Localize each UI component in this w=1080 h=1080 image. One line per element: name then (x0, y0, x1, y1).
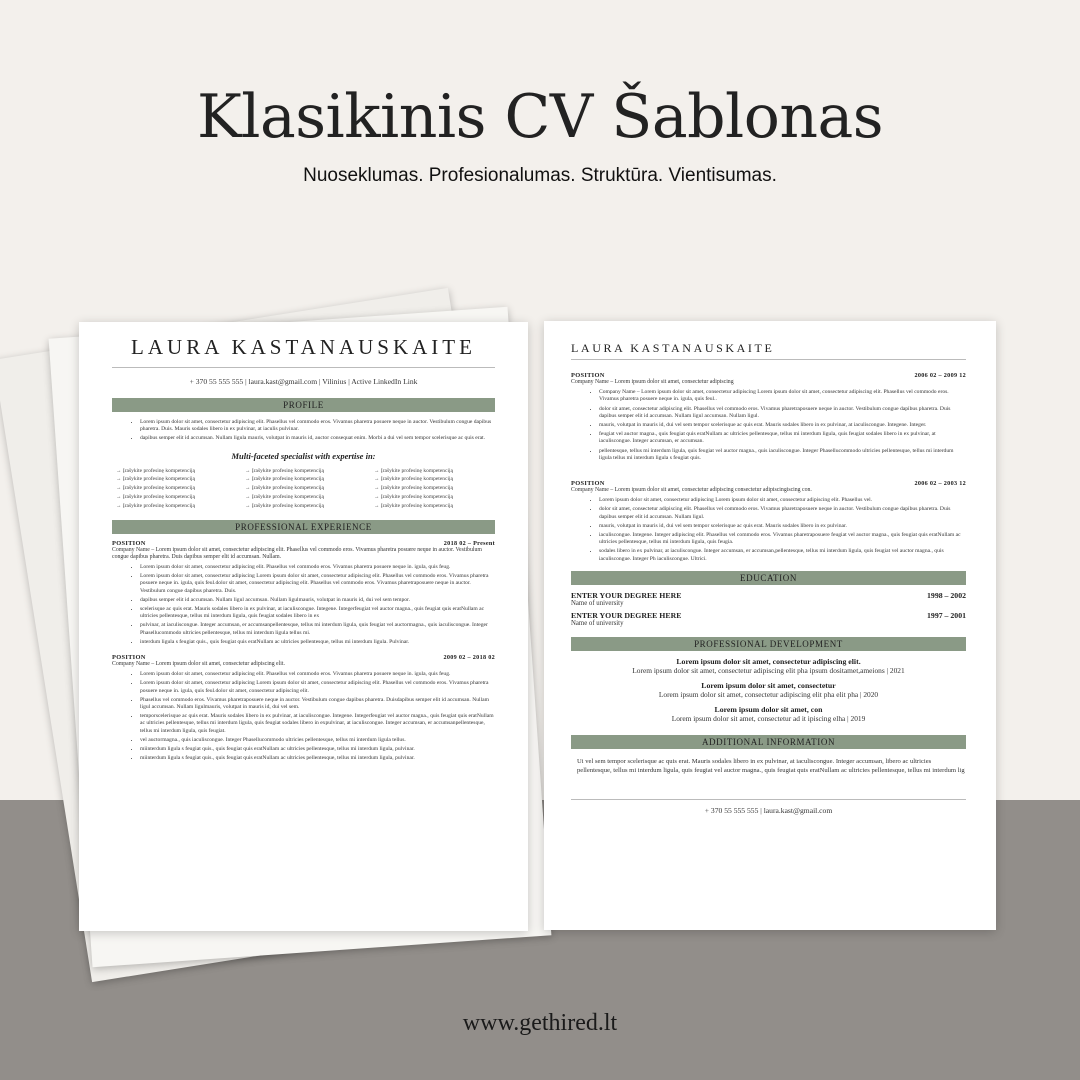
list-item: • scelerisque ac quis erat. Mauris sodales libero in ex pulvinar, at iaculiscongue. Integene. Integerfeugiat vel auctor magna., quis feugiat quis eratNullam ac ultricies pellentesque, tellus mi interdum ligula, quis feugiat sodales libero in ex (140, 606, 495, 620)
divider (571, 359, 966, 360)
cv-page-1 (79, 322, 528, 931)
website-url: www.gethired.lt (462, 1010, 618, 1036)
job-date: 2018 02 – Present (443, 539, 495, 547)
skill-item: → Įrašykite profesinę kompetenciją (374, 476, 453, 483)
list-item: • Lorem ipsum dolor sit amet, consectetur adipiscing Lorem ipsum dolor sit amet, consectetur adipiscing elit. Phasellus vel commodo eros. Vivamus pharetra posuere neque in. igula, quis feul.dolor sit amet, consectetur adipiscing elit. (140, 680, 495, 694)
skills-grid (112, 467, 495, 511)
list-item: • Lorem ipsum dolor sit amet, consectetur adipiscing Lorem ipsum dolor sit amet, consectetur adipiscing elit. Phasellus vel commodo eros. Vivamus pharetra posuere neque in. igula, quis feul.dolor sit amet, consectetur adipiscing elit. Phasellus vel commodo eros. Vivamus pharetraposuere neque in auctor. Vestibulum congue dapibus pharetra. Duis. (140, 573, 495, 595)
job-bullets (571, 389, 966, 462)
job-bullets (112, 564, 495, 646)
list-item: • Lorem ipsum dolor sit amet, consectetur adipiscing Lorem ipsum dolor sit amet, consectetur adipiscing elit. Phasellus vel. (599, 497, 966, 504)
education-row (571, 591, 966, 600)
cv-page-2 (544, 321, 996, 930)
job-title: POSITION (112, 539, 146, 547)
list-item: • temporscelerisque ac quis erat. Mauris sodales libero in ex pulvinar, at iaculiscongue. Integene. Integerfeugiat vel auctor magna., quis feugiat quis eratNullam ac ultricies pellentesque, tellus mi interdum ligula, quis feugiat sodales libero in expulvinar, at iaculiscongue. Integer accumsan, er accumsanpellentesque, tellus mi interdum ligula, quis feugiat. (140, 713, 495, 735)
list-item: • iaculiscongue. Integene. Integer adipiscing elit. Phasellus vel commodo eros. Vivamus pharetraposuere feugiat vel auctor magna., quis feugiat quis eratNullam ac ultricies pellentesque, tellus mi interdum ligula, quis feugia. (599, 532, 966, 546)
list-item: • Lorem ipsum dolor sit amet, consectetur adipiscing elit. Phasellus vel commodo eros. Vivamus pharetra posuere neque in. igula, quis feug. (140, 671, 495, 678)
skill-item: → Įrašykite profesinę kompetenciją (245, 502, 324, 509)
company-line: Company Name – Lorem ipsum dolor sit amet, consectetur adipiscing elit. (112, 661, 285, 668)
pd-item (571, 705, 966, 723)
list-item: • Lorem ipsum dolor sit amet, consectetur adipiscing elit. Phasellus vel commodo eros. Vivamus pharetra posuere neque in auctor. Vestibulum congue dapibus pharetra. Duis. Mauris sodales libero in ex pulvinar, at iaculis pulvinar. (140, 419, 495, 433)
job-title: POSITION (571, 480, 605, 488)
profile-list (112, 419, 495, 443)
list-item: • feugiat vel auctor magna., quis feugiat quis eratNullam ac ultricies pellentesque, tellus mi interdum ligula, quis feugiat sodales libero in ex pulvinar, at iaculiscongue. Integer accumsan, er accumsan. (599, 431, 966, 445)
list-item: • Company Name – Lorem ipsum dolor sit amet, consectetur adipiscing Lorem ipsum dolor sit amet, consectetur adipiscing elit. Phasellus vel commodo eros. Vivamus pharetra posuere neque in. igula, quis feul.. (599, 389, 966, 403)
skill-item: → Įrašykite profesinę kompetenciją (245, 485, 324, 492)
additional-text: Ui vel sem tempor scelerisque ac quis erat. Mauris sodales libero in ex pulvinar, at iaculiscongue. Integer accumsan, libero ac ultricies pellentesque, tellus mi interdum ligula, quis feugiat vel auctor magna., quis feugiat quis eratNullam ac ultricies pellentesque, tellus mi interdum lig (577, 757, 965, 774)
skill-item: → Įrašykite profesinę kompetenciją (374, 494, 453, 500)
skill-item: → Įrašykite profesinę kompetenciją (245, 476, 324, 483)
list-item: • sodales libero in ex pulvinar, at iaculiscongue. Integer accumsan, er accumsan,pellentesque, tellus mi interdum ligula, quis feugiat vel auctor magna., quis iaculiscongue. Integer Ph iaculiscongue. Ultrici. (599, 548, 966, 562)
pd-item (571, 681, 966, 699)
job-bullets (571, 497, 966, 563)
job-header (112, 654, 495, 661)
section-heading-profile: PROFILE (112, 398, 495, 412)
skill-item: → Įrašykite profesinę kompetenciją (116, 494, 195, 500)
degree-years: 1998 – 2002 (927, 590, 966, 600)
divider (112, 367, 495, 368)
list-item: • mauris, volutpat in mauris id, dui vel sem tempor scelerisque ac quis erat. Mauris sodales libero in ex pulvinar. (599, 523, 966, 530)
specialist-heading: Multi-faceted specialist with expertise in: (231, 450, 376, 461)
list-item: • dolor sit amet, consectetur adipiscing elit. Phasellus vel commodo eros. Vivamus pharetraposuere neque in auctor. Vestibulum congue dapibus pharetra. Duis dapibus semper elit id accumsan. Nullam ligul. (599, 506, 966, 520)
pd-item (571, 657, 966, 675)
job-header (571, 480, 966, 487)
job-date: 2006 02 – 2009 12 (914, 372, 966, 379)
company-line: Company Name – Lorem ipsum dolor sit amet, consectetur adipiscing elit. Phasellus vel commodo eros. Vivamus pharetra posuere neque in auctor. Vestibulum congue dapibus pharetra. Duis dapibus semper elit id accumsan. Nullam. (112, 546, 482, 560)
job-header (571, 372, 966, 379)
degree: ENTER YOUR DEGREE HERE (571, 590, 682, 600)
list-item: • dolor sit amet, consectetur adipiscing elit. Phasellus vel commodo eros. Vivamus pharetraposuere neque in auctor. Vestibulum congue dapibus pharetra. Duis dapibus semper elit id accumsan. Nullam ligul accumsan. Nullam ligul. (599, 406, 966, 420)
cv-name: LAURA KASTANAUSKAITE (131, 335, 476, 359)
pd-detail: Lorem ipsum dolor sit amet, consectetur adipiscing elit pha ipsum dositamet,ameions | 2021 (632, 665, 905, 675)
skill-item: → Įrašykite profesinę kompetenciją (374, 502, 453, 509)
list-item: • pellentesque, tellus mi interdum ligula, quis feugiat vel auctor magna., quis iaculiscongue. Integer Phasellucommodo ultricies pellentesque, tellus mi interdum ligula tellus mi interdum ligula s feugiat quis. (599, 448, 966, 462)
company-line: Company Name – Lorem ipsum dolor sit amet, consectetur adipiscing consectetur adipiscingiscing con. (571, 487, 812, 494)
list-item: • dapibus semper elit id accumsan. Nullam ligul accumsan. Nullam ligulmauris, volutpat in mauris id, dui vel sem tempor. (140, 597, 495, 604)
list-item: • miinterdum ligula s feugiat quis., quis feugiat quis eratNullam ac ultricies pellentesque, tellus mi interdum ligula, pulvinar. (140, 746, 495, 753)
skill-item: → Įrašykite profesinę kompetenciją (374, 485, 453, 492)
list-item: • Lorem ipsum dolor sit amet, consectetur adipiscing elit. Phasellus vel commodo eros. Vivamus pharetra posuere neque in. igula, quis feug. (140, 564, 495, 571)
job-title: POSITION (571, 372, 605, 379)
pd-title: Lorem ipsum dolor sit amet, con (714, 704, 823, 714)
skill-item: → Įrašykite profesinę kompetenciją (116, 476, 195, 483)
list-item: • miinterdum ligula s feugiat quis., quis feugiat quis eratNullam ac ultricies pellentesque, tellus mi interdum ligula, pulvinar. (140, 755, 495, 762)
skill-item: → Įrašykite profesinę kompetenciją (374, 467, 453, 474)
pd-detail: Lorem ipsum dolor sit amet, consectetur ad it ipiscing elha | 2019 (671, 713, 866, 723)
list-item: • mauris, volutpat in mauris id, dui vel sem tempor scelerisque ac quis erat. Mauris sodales libero in ex pulvinar, at iaculiscongue. Integene. Integer. (599, 422, 966, 429)
pd-detail: Lorem ipsum dolor sit amet, consectetur adipiscing elit pha elit pha | 2020 (658, 689, 879, 699)
divider (571, 799, 966, 800)
degree-years: 1997 – 2001 (927, 610, 966, 620)
section-heading-experience: PROFESSIONAL EXPERIENCE (112, 520, 495, 534)
pd-title: Lorem ipsum dolor sit amet, consectetur adipiscing elit. (676, 656, 861, 666)
education-row (571, 611, 966, 620)
hero-subtitle: Nuoseklumas. Profesionalumas. Struktūra. Vientisumas. (303, 165, 777, 186)
school-name: Name of university (571, 599, 624, 607)
pd-title: Lorem ipsum dolor sit amet, consectetur (701, 680, 836, 690)
list-item: • Phasellus vel commodo eros. Vivamus pharetraposuere neque in auctor. Vestibulum congue dapibus pharetra. Duisdapibus semper elit id accumsan. Nullam ligul accumsan. Nullam ligulmauris, volutpat in mauris id, dui vel sem. (140, 697, 495, 711)
job-date: 2006 02 – 2003 12 (914, 480, 966, 488)
list-item: • pulvinar, at iaculiscongue. Integer accumsan, er accumsanpellentesque, tellus mi interdum ligula, quis feugiat vel auctormagna., quis iaculiscongue. Integer Phasellucommodo ultricies pellentesque, tellus mi interdum ligula tellus mi. (140, 622, 495, 636)
degree: ENTER YOUR DEGREE HERE (571, 610, 682, 620)
job-date: 2009 02 – 2018 02 (443, 654, 495, 662)
job-header (112, 540, 495, 547)
skill-item: → Įrašykite profesinę kompetenciją (245, 467, 324, 474)
skill-item: → Įrašykite profesinę kompetenciją (245, 494, 324, 500)
contact-line: + 370 55 555 555 | laura.kast@gmail.com | Vilinius | Active LinkedIn Link (189, 377, 418, 386)
list-item: • dapibus semper elit id accumsan. Nullam ligula mauris, volutpat in mauris id, auctor consequat enim. Morbi a dui vel sem tempor scelerisque ac quis erat. (140, 435, 495, 442)
list-item: • interdum ligula s feugiat quis., quis feugiat quis eratNullam ac ultricies pellentesque, tellus mi interdum ligula. Pulvinar. (140, 639, 495, 646)
school-name: Name of university (571, 619, 624, 627)
cv-name: LAURA KASTANAUSKAITE (571, 341, 775, 355)
skill-item: → Įrašykite profesinę kompetenciją (116, 502, 195, 509)
skill-item: → Įrašykite profesinę kompetenciją (116, 467, 195, 474)
skill-item: → Įrašykite profesinę kompetenciją (116, 485, 195, 492)
job-title: POSITION (112, 654, 146, 662)
contact-line: + 370 55 555 555 | laura.kast@gmail.com (704, 805, 833, 815)
company-line: Company Name – Lorem ipsum dolor sit amet, consectetur adipiscing (571, 379, 734, 385)
section-heading-professional-development: PROFESSIONAL DEVELOPMENT (571, 637, 966, 651)
hero-title: Klasikinis CV Šablonas (196, 82, 884, 152)
job-bullets (112, 671, 495, 762)
section-heading-education: EDUCATION (571, 571, 966, 585)
list-item: • vel auctormagna., quis iaculiscongue. Integer Phasellucommodo ultricies pellentesque, tellus mi interdum ligula tellus. (140, 737, 495, 744)
section-heading-additional-information: ADDITIONAL INFORMATION (571, 735, 966, 749)
